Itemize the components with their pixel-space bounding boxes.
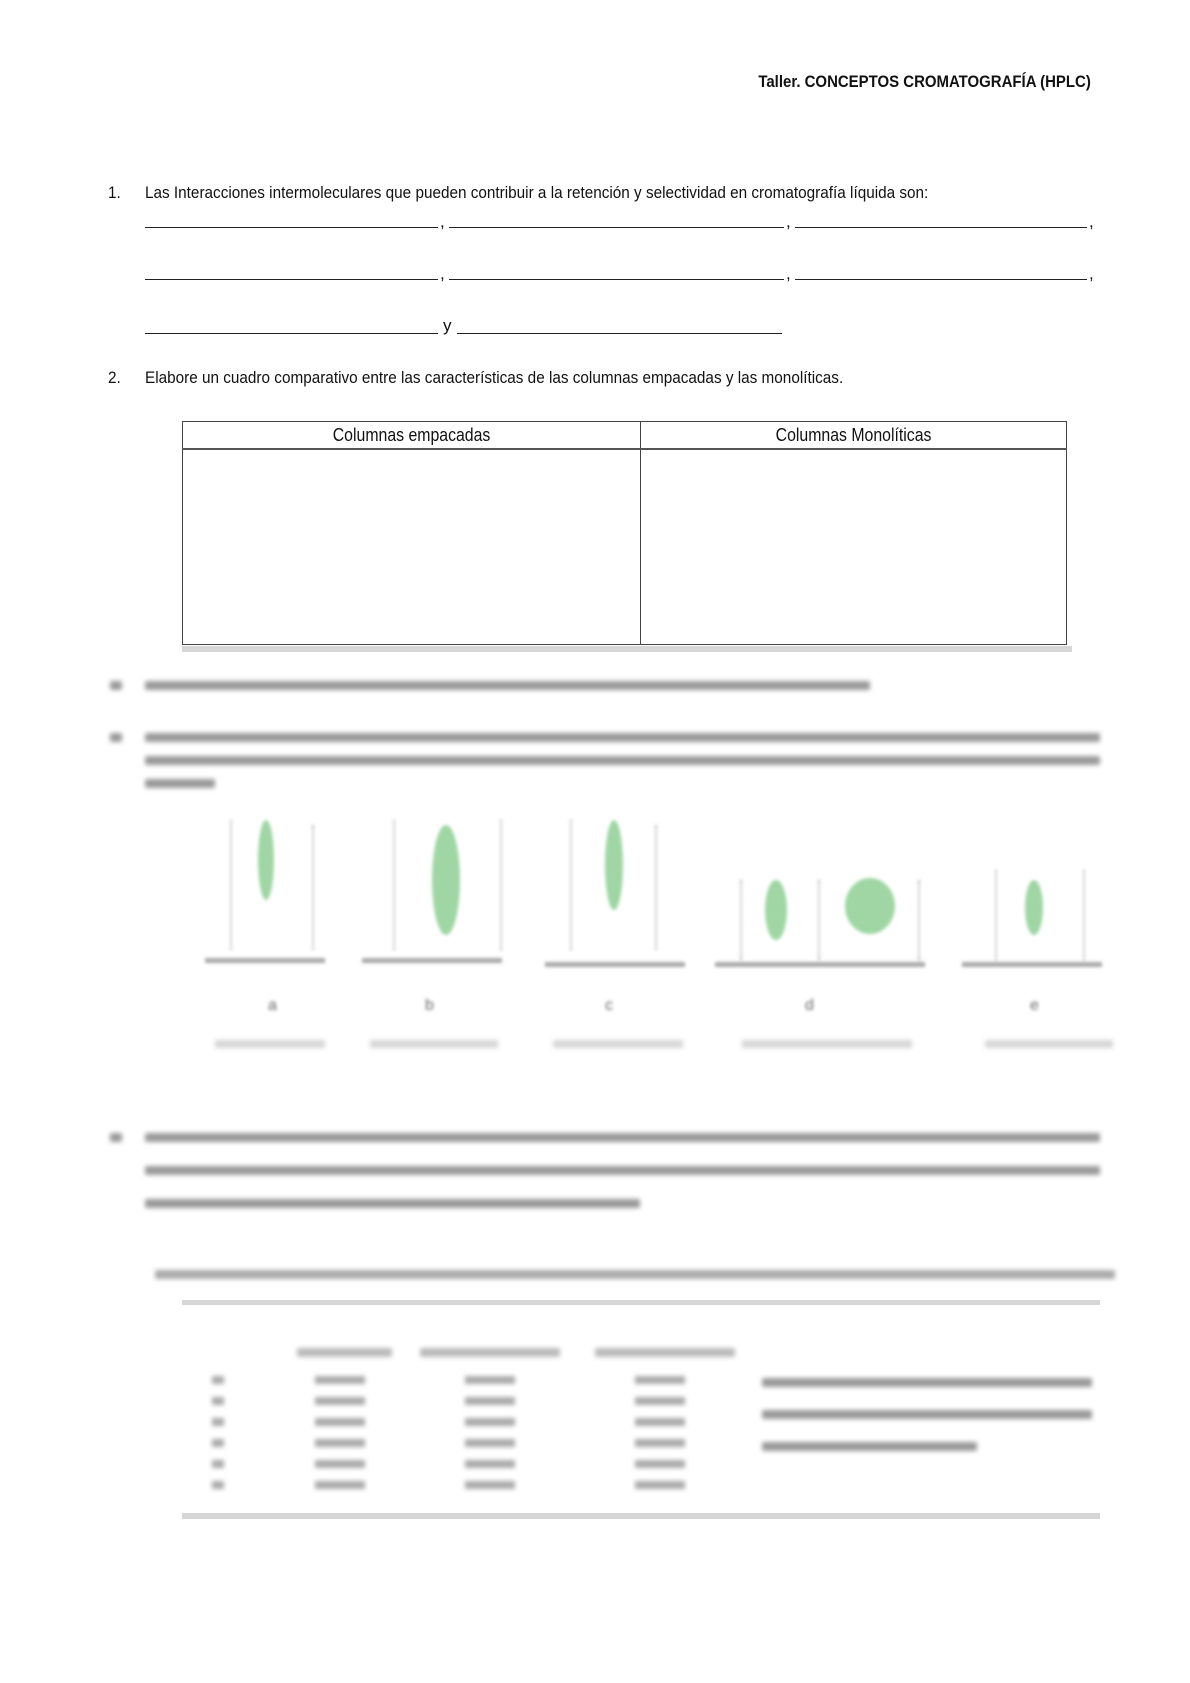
page-title: Taller. CONCEPTOS CROMATOGRAFÍA (HPLC) [758,72,1091,91]
comma: , [440,212,445,231]
analyte-shape [258,820,274,900]
analyte-shape [605,820,623,910]
analyte-shape [765,880,787,940]
answer-blank[interactable] [449,279,784,280]
answer-blank[interactable] [145,279,438,280]
q2-text: Elabore un cuadro comparativo entre las características de las columnas empacadas y las monolíticas. [145,368,844,387]
answer-blank[interactable] [215,1040,325,1048]
cell-monolithic[interactable] [641,449,1067,645]
answer-blank[interactable] [457,333,782,334]
divider [182,1513,1100,1519]
q2-number: 2. [108,368,121,387]
answer-blank[interactable] [795,279,1087,280]
figure-label-c: c [605,997,613,1014]
comparison-table [182,421,1067,645]
answer-blank[interactable] [449,227,784,228]
answer-blank[interactable] [145,333,438,334]
analyte-shape [845,878,895,934]
answer-blank[interactable] [145,227,438,228]
comma: , [440,264,445,283]
analyte-shape [432,825,460,935]
comma: , [786,264,791,283]
answer-blank[interactable] [742,1040,912,1048]
figure-label-e: e [1030,997,1039,1014]
answer-blank[interactable] [553,1040,683,1048]
figure-label-b: b [425,997,434,1014]
and-word: y [443,316,452,335]
figure-label-d: d [805,997,814,1014]
divider [182,646,1072,652]
header-monolithic-columns: Columnas Monolíticas [641,422,1067,450]
header-packed-columns: Columnas empacadas [183,422,641,450]
answer-blank[interactable] [370,1040,498,1048]
answer-blank[interactable] [985,1040,1113,1048]
cell-packed[interactable] [183,449,641,645]
q1-text: Las Interacciones intermoleculares que pueden contribuir a la retención y selectividad en cromatografía líquida son: [145,183,929,202]
comma: , [1089,264,1094,283]
figure-label-a: a [268,997,277,1014]
q1-number: 1. [108,183,121,202]
divider [182,1300,1100,1305]
comma: , [1089,212,1094,231]
analyte-shape [1025,880,1043,935]
answer-blank[interactable] [795,227,1087,228]
comma: , [786,212,791,231]
